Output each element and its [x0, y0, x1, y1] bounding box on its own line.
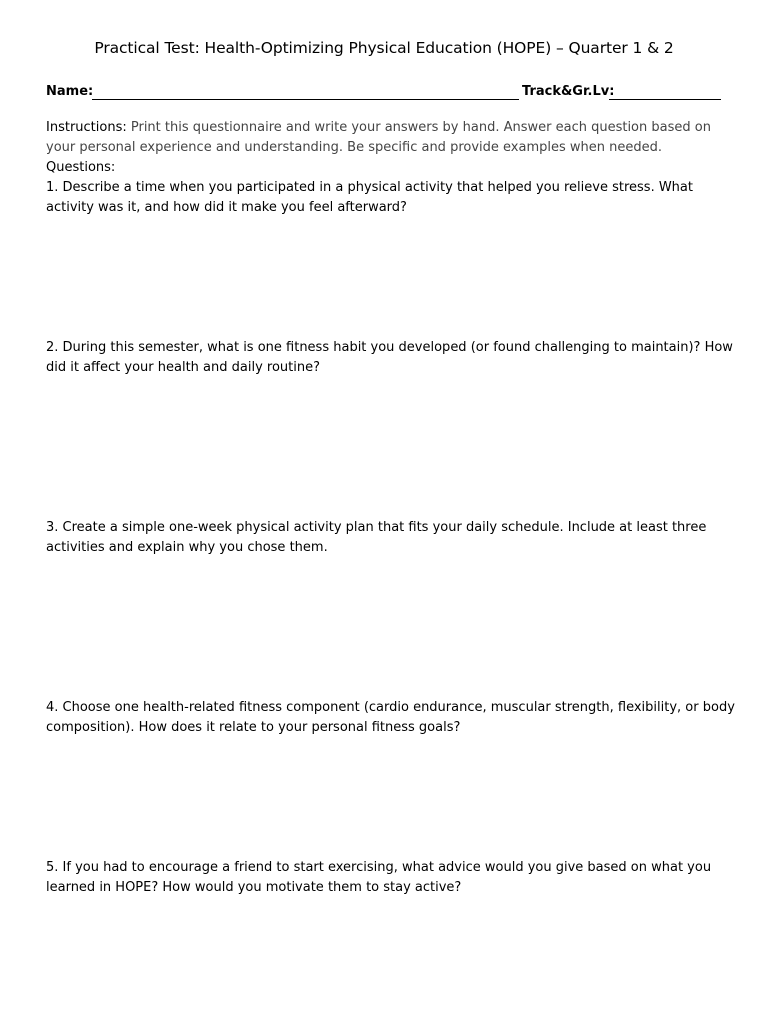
- question-1: 1. Describe a time when you participated in a physical activity that helped you relieve stress. What activity was it, and how did it make you feel afterward?: [46, 180, 693, 215]
- instructions: [46, 118, 736, 158]
- question-5: 5. If you had to encourage a friend to start exercising, what advice would you give based on what you learned in HOPE? How would you motivate them to stay active?: [46, 860, 712, 895]
- question-4: 4. Choose one health-related fitness component (cardio endurance, muscular strength, flexibility, or body composition). How does it relate to your personal fitness goals?: [46, 700, 735, 735]
- question-2: 2. During this semester, what is one fitness habit you developed (or found challenging to maintain)? How did it affect your health and daily routine?: [46, 340, 733, 375]
- track-grade-label: Track&Gr.Lv:: [522, 84, 615, 99]
- student-info-row: [46, 84, 722, 104]
- instructions-text: Print this questionnaire and write your answers by hand. Answer each question based on your personal experience and understanding. Be specific and provide examples when needed.: [46, 120, 711, 155]
- name-field: [46, 84, 93, 99]
- question-3: 3. Create a simple one-week physical activity plan that fits your daily schedule. Include at least three activities and explain why you chose them.: [46, 520, 707, 555]
- track-grade-blank-line: [609, 99, 721, 100]
- track-grade-field: [522, 84, 614, 99]
- name-label: Name:: [46, 84, 94, 99]
- page-title: Practical Test: Health-Optimizing Physical Education (HOPE) – Quarter 1 & 2: [94, 39, 674, 57]
- instructions-label: Instructions:: [46, 120, 127, 135]
- name-blank-line: [92, 99, 519, 100]
- questions-heading: Questions:: [46, 160, 116, 175]
